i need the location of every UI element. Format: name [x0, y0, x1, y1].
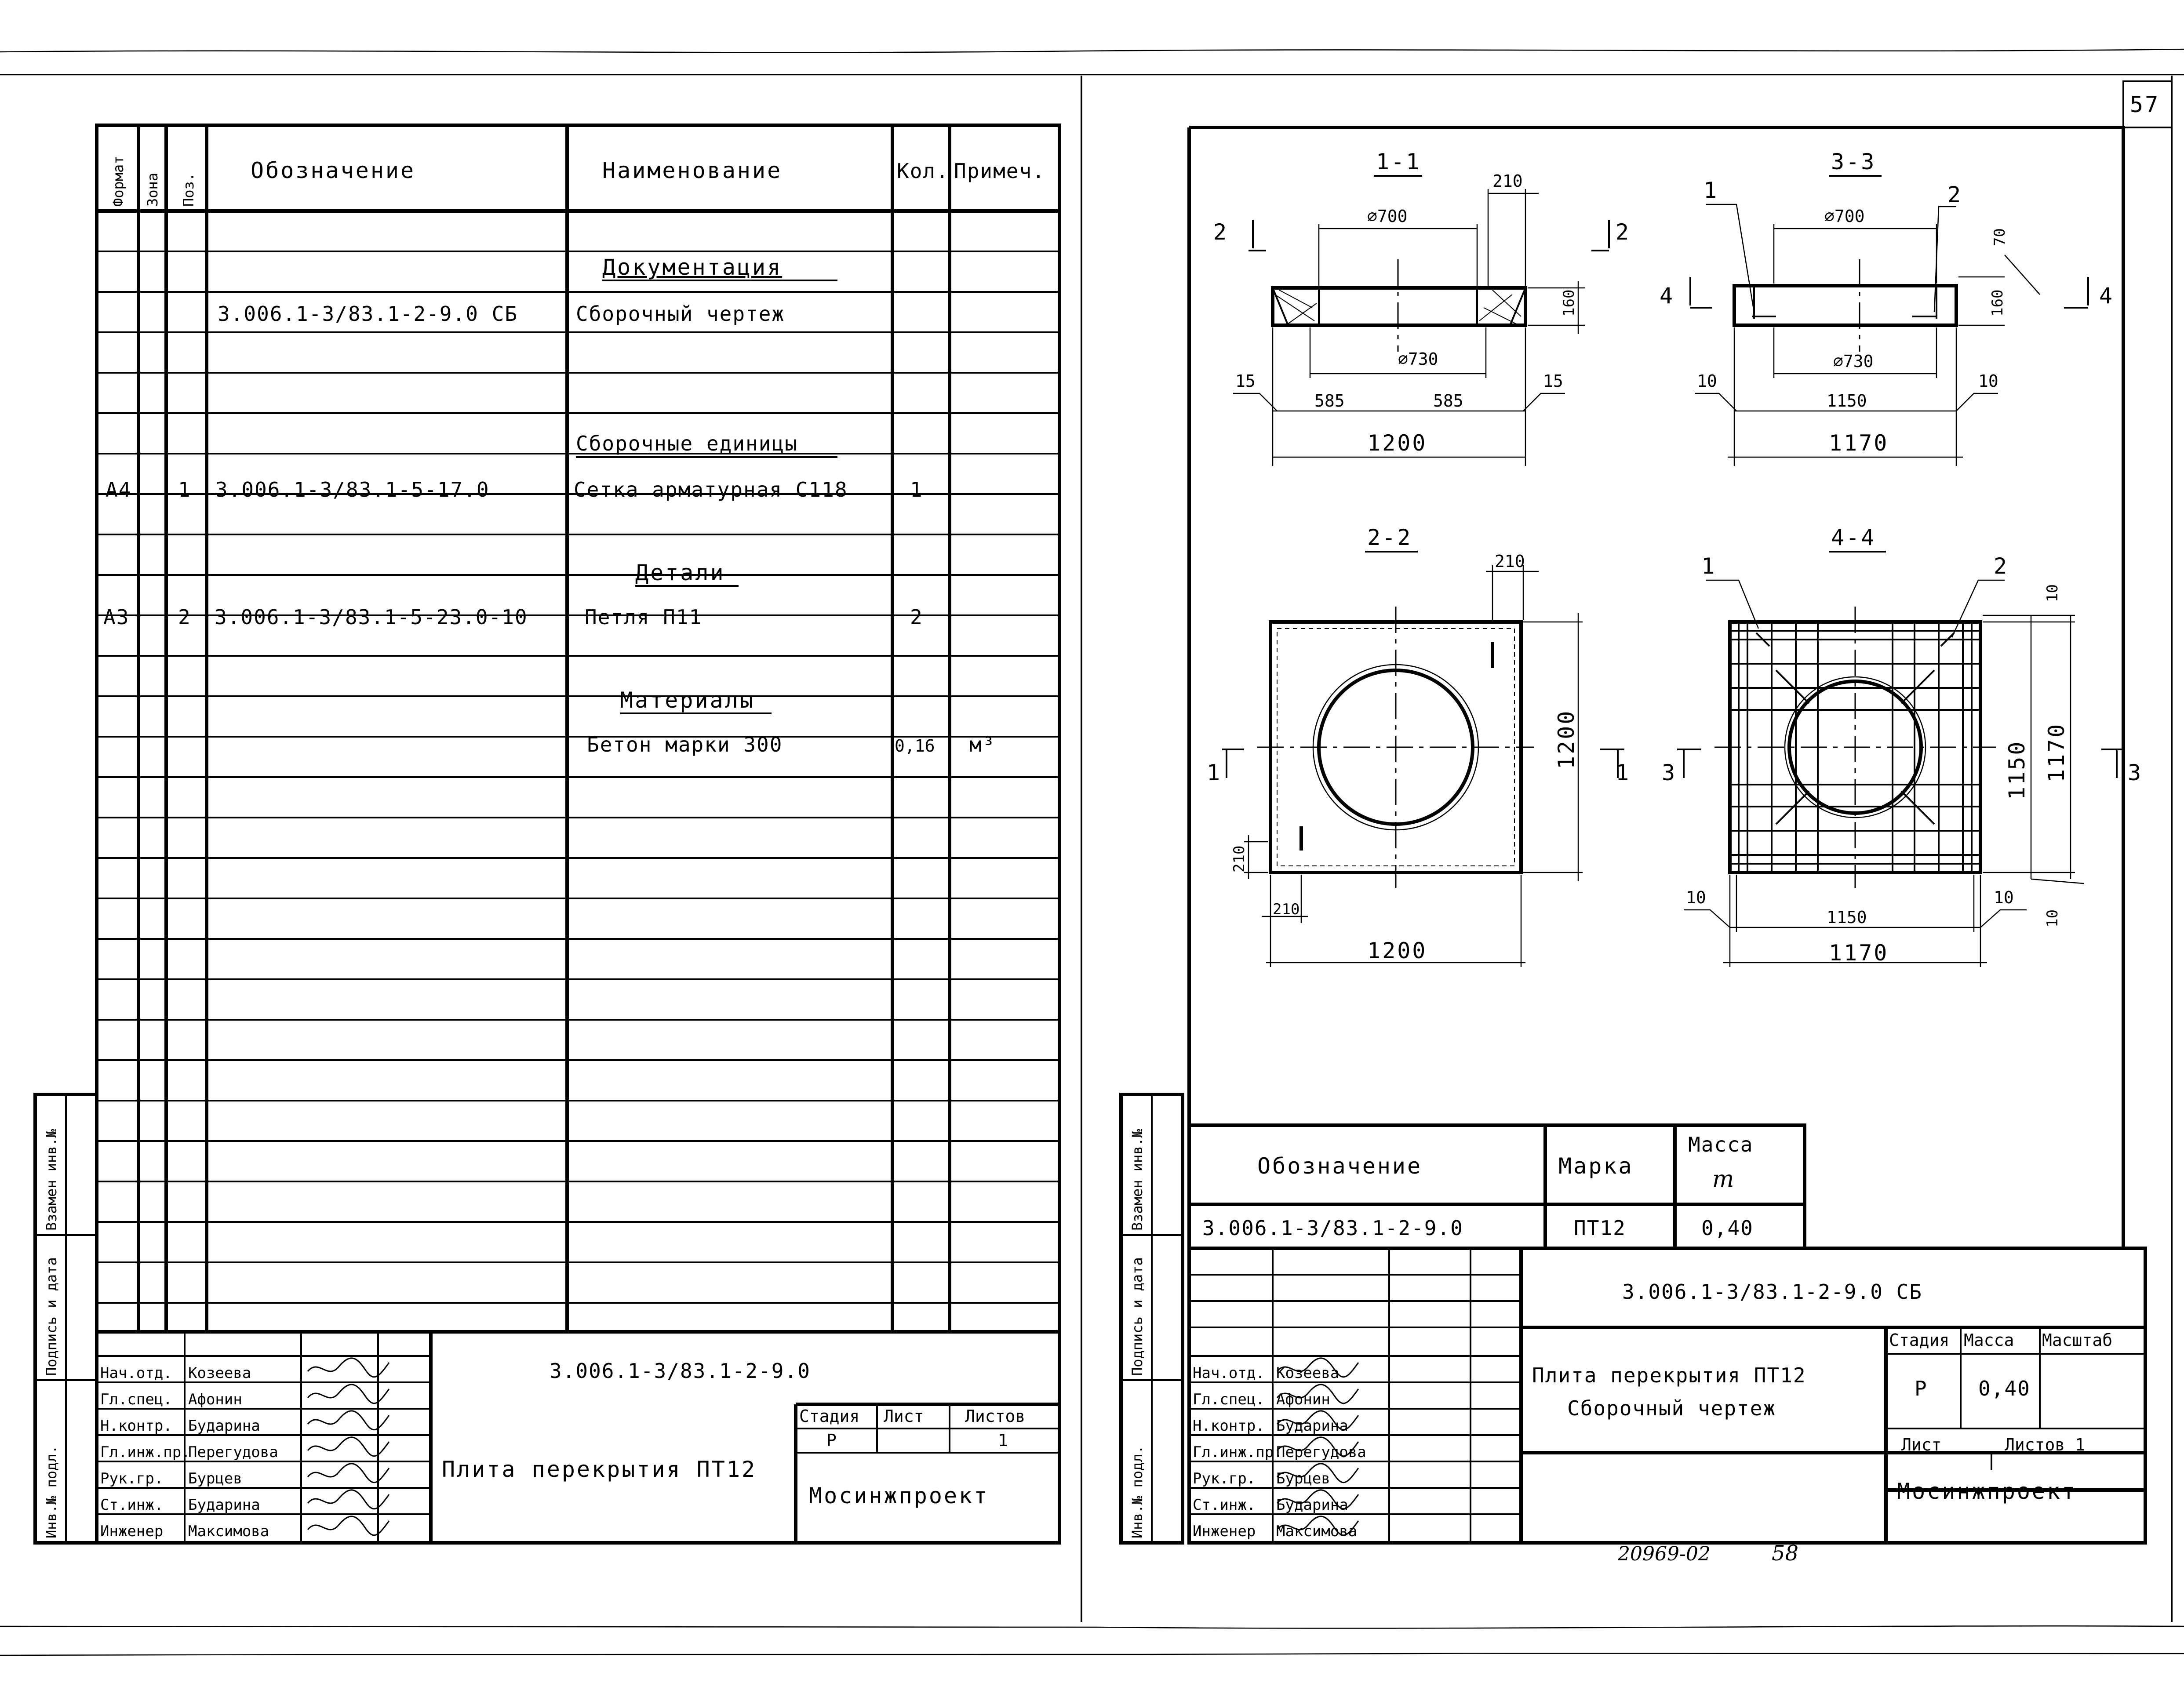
section-1-1-view: [1213, 149, 1631, 466]
dim-585-left: 585: [1314, 391, 1345, 411]
sheet-frame: [0, 49, 2184, 1656]
dim-160-3-3: 160: [1989, 289, 2006, 316]
dim-1170-horiz-4-4: 1170: [1829, 940, 1889, 966]
right-stamp-sheet-label: Лист: [1901, 1435, 1942, 1454]
marker-1-left-2-2: 1: [1207, 760, 1222, 785]
dim-d730-1-1: ⌀730: [1398, 349, 1438, 369]
mark-header-mark: Марка: [1558, 1153, 1634, 1179]
marker-2-left-1-1: 2: [1213, 219, 1229, 245]
marker-2-4-4: 2: [1994, 553, 2009, 579]
dim-1150-3-3: 1150: [1827, 391, 1867, 411]
row-note-concrete: м³: [969, 733, 996, 756]
dim-10-left-4-4: 10: [1686, 888, 1706, 907]
dim-1170-vert-4-4: 1170: [2044, 722, 2069, 782]
right-stamp-designation: 3.006.1-3/83.1-2-9.0 СБ: [1622, 1280, 1922, 1304]
dim-d700-1-1: ⌀700: [1367, 207, 1408, 226]
stamp-name: Козеева: [188, 1364, 251, 1382]
marker-3-right-4-4: 3: [2128, 760, 2143, 785]
header-name: Наименование: [602, 158, 783, 183]
row-name-concrete: Бетон марки 300: [587, 733, 783, 756]
right-side-stamp: [1121, 1094, 1183, 1543]
section-label-4-4: 4-4: [1831, 525, 1876, 550]
stamp-role: Рук.гр.: [100, 1470, 164, 1487]
left-stamp-stage-label: Стадия: [799, 1407, 860, 1426]
dim-d700-3-3: ⌀700: [1824, 207, 1865, 226]
section-assembly-units: Сборочные единицы: [576, 432, 798, 455]
section-label-1-1: 1-1: [1376, 149, 1421, 174]
stamp-name: Максимова: [1276, 1523, 1358, 1540]
stamp-role: Инженер: [100, 1523, 164, 1540]
row-designation-mesh: 3.006.1-3/83.1-5-17.0: [215, 478, 490, 502]
marker-1-4-4: 1: [1701, 553, 1717, 579]
marker-4-left-3-3: 4: [1660, 283, 1675, 309]
mark-header-mass-unit: m: [1712, 1166, 1734, 1192]
left-stamp-title: Плита перекрытия ПТ12: [442, 1457, 757, 1482]
dim-1170-3-3: 1170: [1829, 430, 1889, 456]
section-materials: Материалы: [620, 687, 755, 713]
right-stamp-stage-label: Стадия: [1889, 1330, 1950, 1350]
section-label-2-2: 2-2: [1367, 525, 1412, 550]
stamp-role: Рук.гр.: [1193, 1470, 1256, 1487]
row-name-mesh: Сетка арматурная С118: [574, 478, 848, 502]
right-stamp-title-line2: Сборочный чертеж: [1567, 1396, 1776, 1420]
left-stamp-sheets: 1: [998, 1431, 1008, 1450]
mark-row-mark: ПТ12: [1574, 1216, 1626, 1240]
right-side-label-inventory-original: Инв.№ подл.: [1129, 1445, 1146, 1538]
dim-10-bottom-4-4: 10: [2044, 909, 2061, 927]
dim-1150-horiz-4-4: 1150: [1827, 908, 1867, 927]
left-stamp-sheets-label: Листов: [965, 1407, 1026, 1426]
stamp-role: Инженер: [1193, 1523, 1256, 1540]
section-documentation: Документация: [602, 254, 783, 280]
dim-d730-3-3: ⌀730: [1833, 352, 1874, 371]
dim-210-1-1: 210: [1492, 171, 1523, 191]
left-stamp-designation: 3.006.1-3/83.1-2-9.0: [550, 1359, 811, 1383]
sheet-number: 57: [2130, 92, 2160, 117]
right-side-label-signature-date: Подпись и дата: [1129, 1257, 1146, 1376]
row-designation-loop: 3.006.1-3/83.1-5-23.0-10: [215, 605, 528, 629]
row-pos-loop: 2: [178, 605, 191, 629]
dim-1200-vert-2-2: 1200: [1554, 709, 1579, 769]
right-stamp-organization: Мосинжпроект: [1897, 1479, 2077, 1504]
section-3-3-view: [1660, 149, 2114, 466]
header-note: Примеч.: [954, 159, 1045, 183]
dim-210-top-2-2: 210: [1495, 552, 1525, 571]
dim-10-top-4-4: 10: [2044, 584, 2061, 602]
right-side-label-inventory-replace: Взамен инв.№: [1129, 1129, 1146, 1231]
stamp-name: Афонин: [1276, 1391, 1330, 1408]
dim-10-right-3-3: 10: [1978, 371, 1998, 391]
side-label-signature-date: Подпись и дата: [43, 1257, 60, 1376]
stamp-role: Н.контр.: [100, 1417, 172, 1435]
right-stamp-mass: 0,40: [1978, 1377, 2031, 1400]
stamp-role: Гл.спец.: [1193, 1391, 1265, 1408]
stamp-name: Бурцев: [1276, 1470, 1330, 1487]
marker-3-left-4-4: 3: [1662, 760, 1677, 785]
mark-row-designation: 3.006.1-3/83.1-2-9.0: [1202, 1216, 1463, 1240]
row-format-loop: А3: [103, 605, 130, 629]
right-stamp-title-line1: Плита перекрытия ПТ12: [1532, 1363, 1806, 1387]
dim-210-bottom-2-2: 210: [1273, 901, 1300, 918]
side-label-inventory-original: Инв.№ подл.: [43, 1445, 60, 1538]
header-qty: Кол.: [897, 159, 949, 183]
stamp-name: Афонин: [188, 1391, 242, 1408]
dim-1200-1-1: 1200: [1367, 430, 1427, 456]
stamp-name: Перегудова: [188, 1443, 278, 1461]
stamp-role: Гл.спец.: [100, 1391, 172, 1408]
stamp-name: Козеева: [1276, 1364, 1340, 1382]
right-stamp-sheets-label: Листов 1: [2005, 1435, 2086, 1454]
marker-1-3-3: 1: [1704, 178, 1719, 203]
footer-archive-number: 20969-02: [1618, 1543, 1711, 1565]
stamp-name: Бударина: [1276, 1417, 1348, 1435]
row-designation-assembly: 3.006.1-3/83.1-2-9.0 СБ: [218, 302, 518, 326]
dim-210-left-2-2: 210: [1230, 845, 1248, 872]
row-qty-mesh: 1: [910, 478, 923, 502]
dim-1150-vert-4-4: 1150: [2004, 740, 2030, 800]
left-stamp-stage: Р: [826, 1431, 837, 1450]
stamp-role: Гл.инж.пр.: [100, 1443, 190, 1461]
section-4-4-view: [1662, 525, 2143, 967]
dim-1200-horiz-2-2: 1200: [1367, 938, 1427, 963]
stamp-name: Бударина: [188, 1496, 260, 1514]
marker-1-right-2-2: 1: [1616, 760, 1631, 785]
dim-585-right: 585: [1433, 391, 1463, 411]
dim-15-right: 15: [1543, 371, 1563, 391]
section-2-2-view: [1207, 525, 1631, 967]
header-designation: Обозначение: [251, 158, 416, 183]
mark-header-mass: Масса: [1688, 1133, 1754, 1156]
stamp-role: Нач.отд.: [1193, 1364, 1265, 1382]
mark-header-designation: Обозначение: [1257, 1153, 1423, 1179]
marker-4-right-3-3: 4: [2099, 283, 2115, 309]
row-qty-loop: 2: [910, 605, 923, 629]
marker-2-3-3: 2: [1947, 182, 1963, 207]
right-stamp-stage: Р: [1915, 1377, 1928, 1400]
left-side-stamp: [35, 1094, 97, 1543]
right-stamp-mass-label: Масса: [1964, 1330, 2014, 1350]
dim-10-left-3-3: 10: [1697, 371, 1717, 391]
header-zone: Зона: [144, 172, 161, 207]
stamp-role: Нач.отд.: [100, 1364, 172, 1382]
section-label-3-3: 3-3: [1831, 149, 1876, 174]
row-format-mesh: А4: [106, 478, 132, 502]
stamp-role: Гл.инж.пр.: [1193, 1443, 1283, 1461]
stamp-name: Максимова: [188, 1523, 269, 1540]
mark-row-mass: 0,40: [1701, 1216, 1754, 1240]
marker-2-right-1-1: 2: [1616, 219, 1631, 245]
left-stamp-sheet-label: Лист: [884, 1407, 924, 1426]
dim-70-3-3: 70: [1991, 228, 2009, 246]
stamp-role: Ст.инж.: [100, 1496, 164, 1514]
stamp-name: Перегудова: [1276, 1443, 1366, 1461]
row-pos-mesh: 1: [178, 478, 191, 502]
footer-page: 58: [1772, 1541, 1799, 1566]
stamp-role: Ст.инж.: [1193, 1496, 1256, 1514]
section-details: Детали: [635, 560, 725, 585]
right-stamp-scale-label: Масштаб: [2042, 1330, 2113, 1350]
left-stamp-organization: Мосинжпроект: [809, 1483, 989, 1509]
row-name-assembly: Сборочный чертеж: [576, 302, 785, 326]
row-qty-concrete: 0,16: [895, 736, 935, 756]
dim-15-left: 15: [1235, 371, 1256, 391]
header-format: Формат: [110, 156, 127, 207]
stamp-name: Бударина: [1276, 1496, 1348, 1514]
stamp-name: Бурцев: [188, 1470, 242, 1487]
row-name-loop: Петля П11: [585, 605, 703, 629]
stamp-role: Н.контр.: [1193, 1417, 1265, 1435]
dim-160-1-1: 160: [1560, 289, 1578, 316]
side-label-inventory-replace: Взамен инв.№: [43, 1129, 60, 1231]
header-position: Поз.: [180, 172, 197, 207]
stamp-name: Бударина: [188, 1417, 260, 1435]
dim-10-right-4-4: 10: [1994, 888, 2014, 907]
